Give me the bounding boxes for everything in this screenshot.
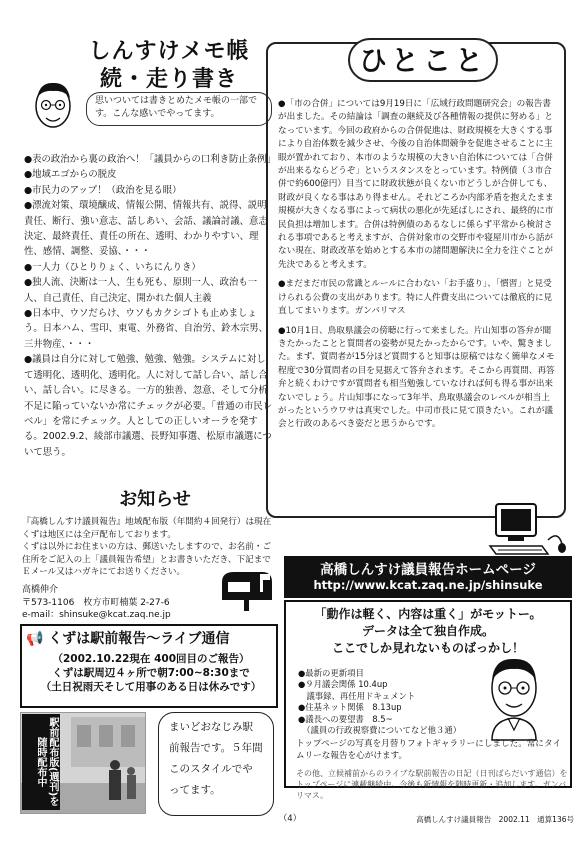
page-number: （4） [278, 814, 302, 824]
motto-line-1: 「動作は軽く、内容は重く」がモットー。 [314, 607, 542, 621]
live-line-1: （2002.10.22現在 400回目のご報告） [52, 653, 250, 665]
memo-title-line2: 続・走り書き [99, 67, 238, 92]
sender-email[interactable]: e-mail：shinsuke@kcat.zaq.ne.jp [22, 610, 171, 620]
photo-label: 駅前配布版(週刊)を随時配布中 [22, 714, 60, 810]
memo-line: ●日本中、ウソだらけ、ウソもカクシゴトも止めましょう。日本ハム、雪印、東電、外務省、自治労、鈴木宗男、三井物産、・・・ [24, 308, 269, 350]
update-item: ●議長への要望書 8.5~ [298, 713, 393, 724]
memo-line: ●独人流、決断は一人、生も死も、原則一人、政治も一人、自己責任、自己決定、開かれた個人主義 [24, 277, 258, 304]
update-list [298, 668, 488, 736]
sender-address: 〒573-1106 枚方市町楠葉 2-27-6 [22, 597, 170, 608]
oshirase-title: お知らせ [119, 489, 191, 510]
memo-body [24, 152, 274, 460]
memo-line: ●市民力のアップ！（政治を見る眼） [24, 184, 182, 196]
update-title: ●最新の更新項目 [298, 668, 364, 678]
mailbox-icon [216, 568, 276, 612]
sender-name: 高橋伸介 [22, 585, 59, 595]
update-item: 議事録、再任用ドキュメント [298, 690, 416, 701]
live-line-3: （土日祝雨天そして用事のある日は休みです） [40, 681, 262, 693]
update-item: ●住基ネット関係 8.13up [298, 702, 402, 713]
homepage-url[interactable]: http://www.kcat.zaq.ne.jp/shinsuke [313, 578, 543, 592]
live-title [26, 628, 276, 648]
hitokoto-body [278, 98, 558, 438]
live-lines [26, 652, 276, 694]
author-face-icon [478, 650, 550, 742]
live-line-2: くずは駅周辺４ヶ所で朝7:00~8:30まで [52, 667, 250, 679]
memo-title-line1: しんすけメモ帳 [88, 39, 250, 64]
update-item: ●９月議会関係 10.4up [298, 679, 388, 690]
motto-line-2: データは全て独自作成。 [361, 624, 494, 638]
memo-line: ●表の政治から裏の政治へ！「議員からの口利き防止条例」 [24, 154, 276, 165]
topics-text: トップページの写真を月替りフォトギャラリーにしました。常にタイムリーな報告を心がけます。 [296, 739, 562, 761]
hitokoto-paragraph: ●10月1日、鳥取県議会の傍聴に行って来ました。片山知事の答弁が聞きたかったことと質問者の姿勢が見たかったからです。いや、驚きました。まず、質問者が15分ほど質問すると知事は原稿ではなく簡単なメモ程度で30分質問者の目を見据えて答弁されます。そこから再質問、再答弁と続くわけですが質問者も相当勉強していなければ何も得る事が出来ないでしょう。片山知事になって3年半、鳥取県議会のレベルが相当上がったというウワサは真実でした。中司市長に見て頂きたい。これが議会と行政のあるべき姿だと思うからです。 [278, 325, 555, 430]
oshirase-line: 『高橋しんすけ議員報告』地域配布版（年間約４回発行）は現在くずは地区には全戸配布しております。 [22, 517, 272, 540]
hitokoto-paragraph: ●まだまだ市民の常識とルールに合わない「お手盛り」、「慣習」と見受けられる公費の支出があります。特に人件費支出については徹底的に見直してまいります。ガンバリマス [278, 279, 553, 317]
memo-line: ●地域エゴからの脱皮 [24, 169, 117, 181]
memo-line: ●一人力（ひとりりょく、いちにんりき） [24, 261, 201, 273]
footer-info: 高橋しんすけ議員報告 2002.11 通算136号 [416, 815, 574, 824]
update-item: （議員の行政視察費についてなど他３通） [298, 725, 462, 736]
memo-line: ●議員は自分に対して勉強、勉強、勉強。システムに対して透明化、透明化、透明化。人に対して話し合い、話し合い、話し合い。に尽きる。一方的独善、忽意、そして分析不足に陥っていないか常にチェックが必要。「普通の市民レベル」を常にチェック。人としての正しいオーラを発する。2002.9.2、綾部市議選、長野知事選、松原市議選について思う。 [24, 354, 273, 458]
photo-bubble: まいどおなじみ駅前報告です。５年間このスタイルでやってます。 [158, 712, 274, 816]
memo-title [74, 38, 264, 94]
memo-line: ●漂流対策、環境醸成、情報公開、情報共有、説得、説明責任、断行、強い意志、話しあい、会話、議論討議、意志決定、最終責任、責任の所在、透明、わかりやすい、理性、感情、調整、妥協、・・・ [24, 200, 268, 258]
oshirase-line: くずは以外にお住まいの方は、郵送いたしますので、お名前・ご住所をご記入の上「議員報告希望」とお書きいただき、下記までＥメール又はハガキにてお送りください。 [22, 542, 272, 578]
homepage-note: その他、立候補前からのライブな駅前報告の日記（日刊ばらだいす通信）をトップページに連載継続中。今後も新情報を随時更新・追加します。ガンバリマス。 [296, 769, 568, 800]
computer-icon [488, 500, 568, 558]
homepage-title: 高橋しんすけ議員報告ホームページ [320, 562, 536, 578]
motto-line-3: ここでしか見れないものばっかし！ [331, 641, 524, 655]
hitokoto-title: ひとこと [348, 38, 498, 82]
author-face-icon [30, 78, 76, 132]
hitokoto-paragraph: ●「市の合併」については9月19日に「広域行政問題研究会」の報告書が出ました。その結論は「調査の継続及び各種情報の提供に努める」となっています。今回の政府からの合併促進は、財政規模を大きくする事により自治体数を減少させ、今後の自治体間競争を促進させることに主眼が置かれており、本市のような規模の大きい自治体については「合併が出来るならどうぞ」というスタンスをとっています。特例債（３市合併で約600億円）目当てに財政状態が良くない市どうしが合併しても、財政が良くなる事はあり得ません。それどころか内部矛盾を抱えたまま規模が大きくなる事によって病状の悪化が先延ばしにされ、最終的に市民負担は増加します。合併は特例債のあるなしに係らず平常から検討される事項であると考えますが、合併対象市の交野市や寝屋川市から話がない現在、財政改革を始めとする本市の諸問題解決に全力を注ぐことが先決であると考えます。 [278, 99, 554, 270]
live-title-text: くずは駅前報告～ライブ通信 [48, 631, 230, 647]
megaphone-icon: 📢 [26, 631, 49, 647]
memo-bubble: 思いついては書きとめたメモ帳の一部です。こんな感いでやってます。 [86, 92, 272, 126]
